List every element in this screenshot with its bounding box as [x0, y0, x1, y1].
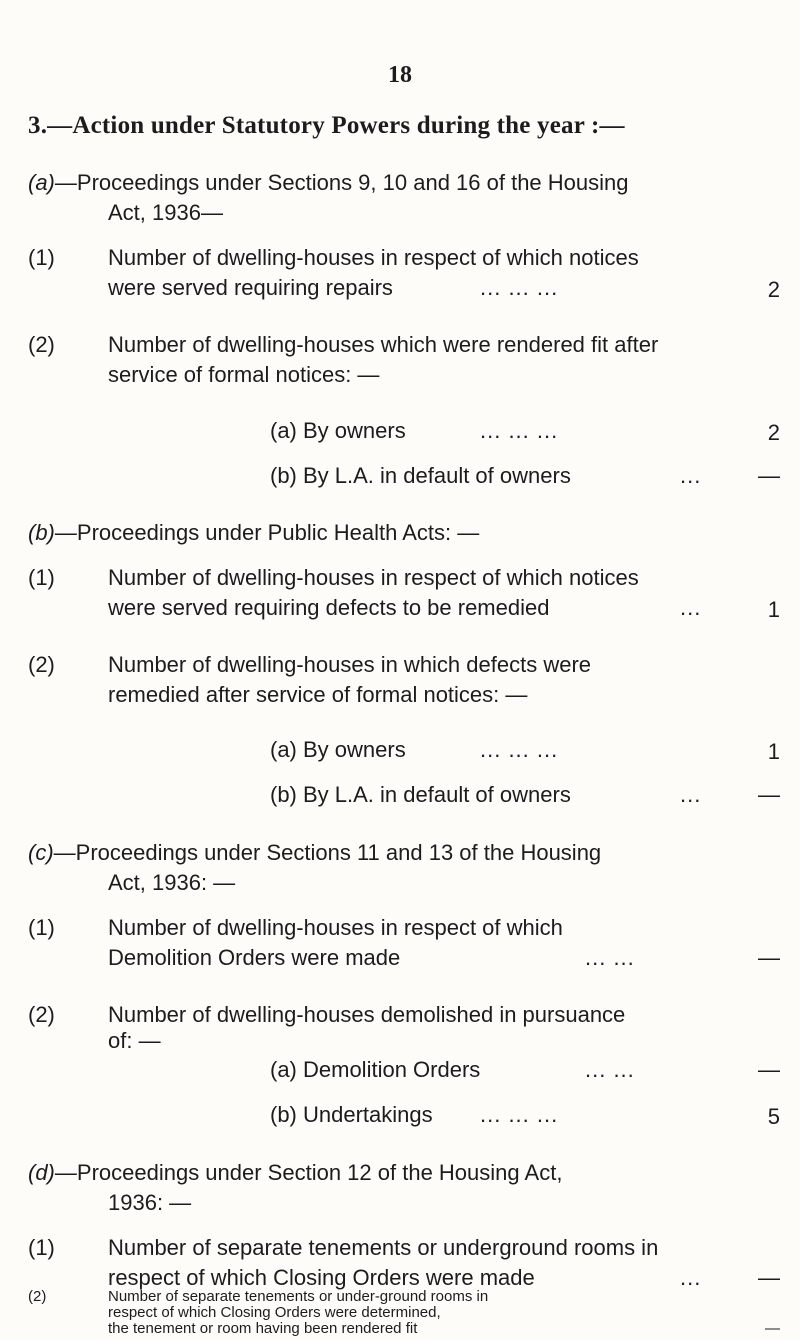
section-a-heading: (a)—Proceedings under Sections 9, 10 and 16 of the Housing — [28, 170, 629, 195]
section-a-item-2-line-2: service of formal notices: — — [108, 362, 380, 387]
leader-dots: ... ... ... — [480, 1102, 559, 1127]
section-a-item-1-line-2: were served requiring repairs — [108, 275, 393, 300]
leader-dots-short: ... — [680, 1265, 702, 1290]
section-a-subitem-b: (b) By L.A. in default of owners — [270, 463, 571, 488]
section-a-item-1-line-1: Number of dwelling-houses in respect of which notices — [108, 245, 639, 270]
section-a-subitem-a-value: 2 — [767, 420, 780, 445]
section-c-item-1-line-2: Demolition Orders were made — [108, 945, 401, 970]
section-d-item-2-line-3: the tenement or room having been rendered fit — [108, 1320, 418, 1337]
section-d-item-2-value: — — [765, 1320, 780, 1337]
section-d-heading: (d)—Proceedings under Section 12 of the Housing Act, — [28, 1160, 563, 1185]
section-d-item-2-line-2: respect of which Closing Orders were determined, — [108, 1304, 441, 1321]
leader-dots: ... ... ... — [480, 275, 559, 300]
section-b-item-2-line-1: Number of dwelling-houses in which defects were — [108, 652, 592, 677]
section-b-item-2-number: (2) — [28, 652, 55, 677]
section-c-heading-cont: Act, 1936: — — [108, 870, 236, 895]
section-a-item-2-line-1: Number of dwelling-houses which were rendered fit after — [108, 332, 659, 357]
section-d-heading-cont: 1936: — — [108, 1190, 192, 1215]
section-a-heading-cont: Act, 1936— — [108, 200, 223, 225]
section-c-subitem-b-value: 5 — [767, 1104, 780, 1129]
section-c-item-2-line-1: Number of dwelling-houses demolished in pursuance — [108, 1002, 626, 1027]
section-d-item-1-number: (1) — [28, 1235, 55, 1260]
section-b-item-1-number: (1) — [28, 565, 55, 590]
section-d-item-2-line-1: Number of separate tenements or under-ground rooms in — [108, 1288, 489, 1305]
leader-dots-short: ... — [680, 595, 702, 620]
leader-dots-medium: ... ... — [585, 1057, 635, 1082]
section-c-item-1-line-1: Number of dwelling-houses in respect of which — [108, 915, 563, 940]
section-a-item-1-value: 2 — [767, 277, 780, 302]
page-title: 3.—Action under Statutory Powers during the year :— — [28, 112, 625, 139]
section-a-item-2-number: (2) — [28, 332, 55, 357]
leader-dots-short: ... — [680, 463, 702, 488]
page-number: 18 — [388, 62, 412, 88]
section-b-subitem-a-value: 1 — [767, 739, 780, 764]
section-d-item-1-value: — — [758, 1265, 780, 1290]
section-d-item-1-line-2: respect of which Closing Orders were made — [108, 1265, 535, 1290]
leader-dots-medium: ... ... — [585, 945, 635, 970]
section-d-item-1-line-1: Number of separate tenements or underground rooms in — [108, 1235, 659, 1260]
section-b-heading: (b)—Proceedings under Public Health Acts: — — [28, 520, 480, 545]
section-d-item-2-number: (2) — [28, 1288, 47, 1305]
section-c-item-2-line-2: of: — — [108, 1028, 161, 1053]
leader-dots: ... ... ... — [480, 418, 559, 443]
section-c-item-1-value: — — [758, 945, 780, 970]
section-c-item-1-number: (1) — [28, 915, 55, 940]
section-c-subitem-a: (a) Demolition Orders — [270, 1057, 481, 1082]
section-b-item-1-value: 1 — [767, 597, 780, 622]
section-b-subitem-b: (b) By L.A. in default of owners — [270, 782, 571, 807]
section-c-item-2-number: (2) — [28, 1002, 55, 1027]
section-c-subitem-a-value: — — [758, 1057, 780, 1082]
section-b-item-1-line-2: were served requiring defects to be remedied — [108, 595, 550, 620]
section-a-subitem-b-value: — — [758, 463, 780, 488]
section-c-heading: (c)—Proceedings under Sections 11 and 13 of the Housing — [28, 840, 602, 865]
section-b-item-1-line-1: Number of dwelling-houses in respect of which notices — [108, 565, 639, 590]
section-b-subitem-b-value: — — [758, 782, 780, 807]
section-a-subitem-a: (a) By owners — [270, 418, 406, 443]
section-a-item-1-number: (1) — [28, 245, 55, 270]
section-b-subitem-a: (a) By owners — [270, 737, 406, 762]
leader-dots-short: ... — [680, 782, 702, 807]
section-b-item-2-line-2: remedied after service of formal notices: — — [108, 682, 528, 707]
section-c-subitem-b: (b) Undertakings — [270, 1102, 433, 1127]
leader-dots: ... ... ... — [480, 737, 559, 762]
